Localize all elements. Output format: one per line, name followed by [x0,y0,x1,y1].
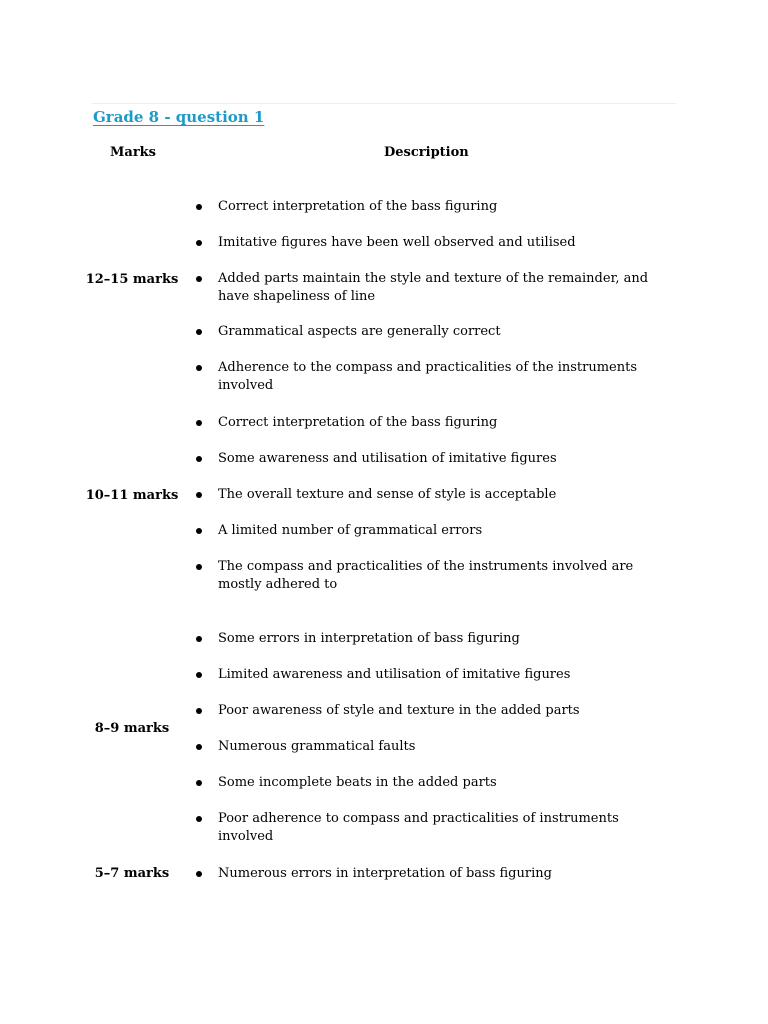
bullet-icon [196,365,202,371]
bullet-icon [196,528,202,534]
bullet-icon [196,204,202,210]
bullet-icon [196,564,202,570]
criterion-text: Correct interpretation of the bass figuring [218,199,498,214]
description-column-header: Description [384,145,469,160]
criterion-text: Imitative figures have been well observed and utilised [218,235,576,250]
bullet-icon [196,456,202,462]
criterion-text: Poor awareness of style and texture in the added parts [218,703,580,718]
marks-label: 10–11 marks [85,488,179,503]
criterion-text: Some awareness and utilisation of imitative figures [218,451,557,466]
marks-label: 5–7 marks [94,866,170,881]
bullet-icon [196,329,202,335]
bullet-icon [196,871,202,877]
page-title[interactable]: Grade 8 - question 1 [93,108,265,126]
criterion-text: Some incomplete beats in the added parts [218,775,497,790]
bullet-icon [196,672,202,678]
criterion-text: Numerous grammatical faults [218,739,416,754]
bullet-icon [196,420,202,426]
criterion-text: Some errors in interpretation of bass figuring [218,631,520,646]
criterion-text: The overall texture and sense of style is acceptable [218,487,557,502]
bullet-icon [196,276,202,282]
marks-label: 12–15 marks [85,272,179,287]
bullet-icon [196,636,202,642]
bullet-icon [196,744,202,750]
bullet-icon [196,492,202,498]
criterion-text: Numerous errors in interpretation of bass figuring [218,866,552,881]
marks-column-header: Marks [110,145,156,160]
criterion-text: Poor adherence to compass and practicalities of instruments involved [218,811,619,844]
criterion-text: Limited awareness and utilisation of imitative figures [218,667,571,682]
criterion-text: The compass and practicalities of the instruments involved are mostly adhered to [218,559,634,592]
criterion-text: Added parts maintain the style and texture of the remainder, and have shapeliness of line [218,271,649,304]
bullet-icon [196,780,202,786]
bullet-icon [196,708,202,714]
criterion-text: Correct interpretation of the bass figuring [218,415,498,430]
bullet-icon [196,816,202,822]
marks-label: 8–9 marks [94,721,170,736]
criterion-text: Grammatical aspects are generally correct [218,324,501,339]
criterion-text: A limited number of grammatical errors [218,523,483,538]
criterion-text: Adherence to the compass and practicalities of the instruments involved [218,360,637,393]
bullet-icon [196,240,202,246]
